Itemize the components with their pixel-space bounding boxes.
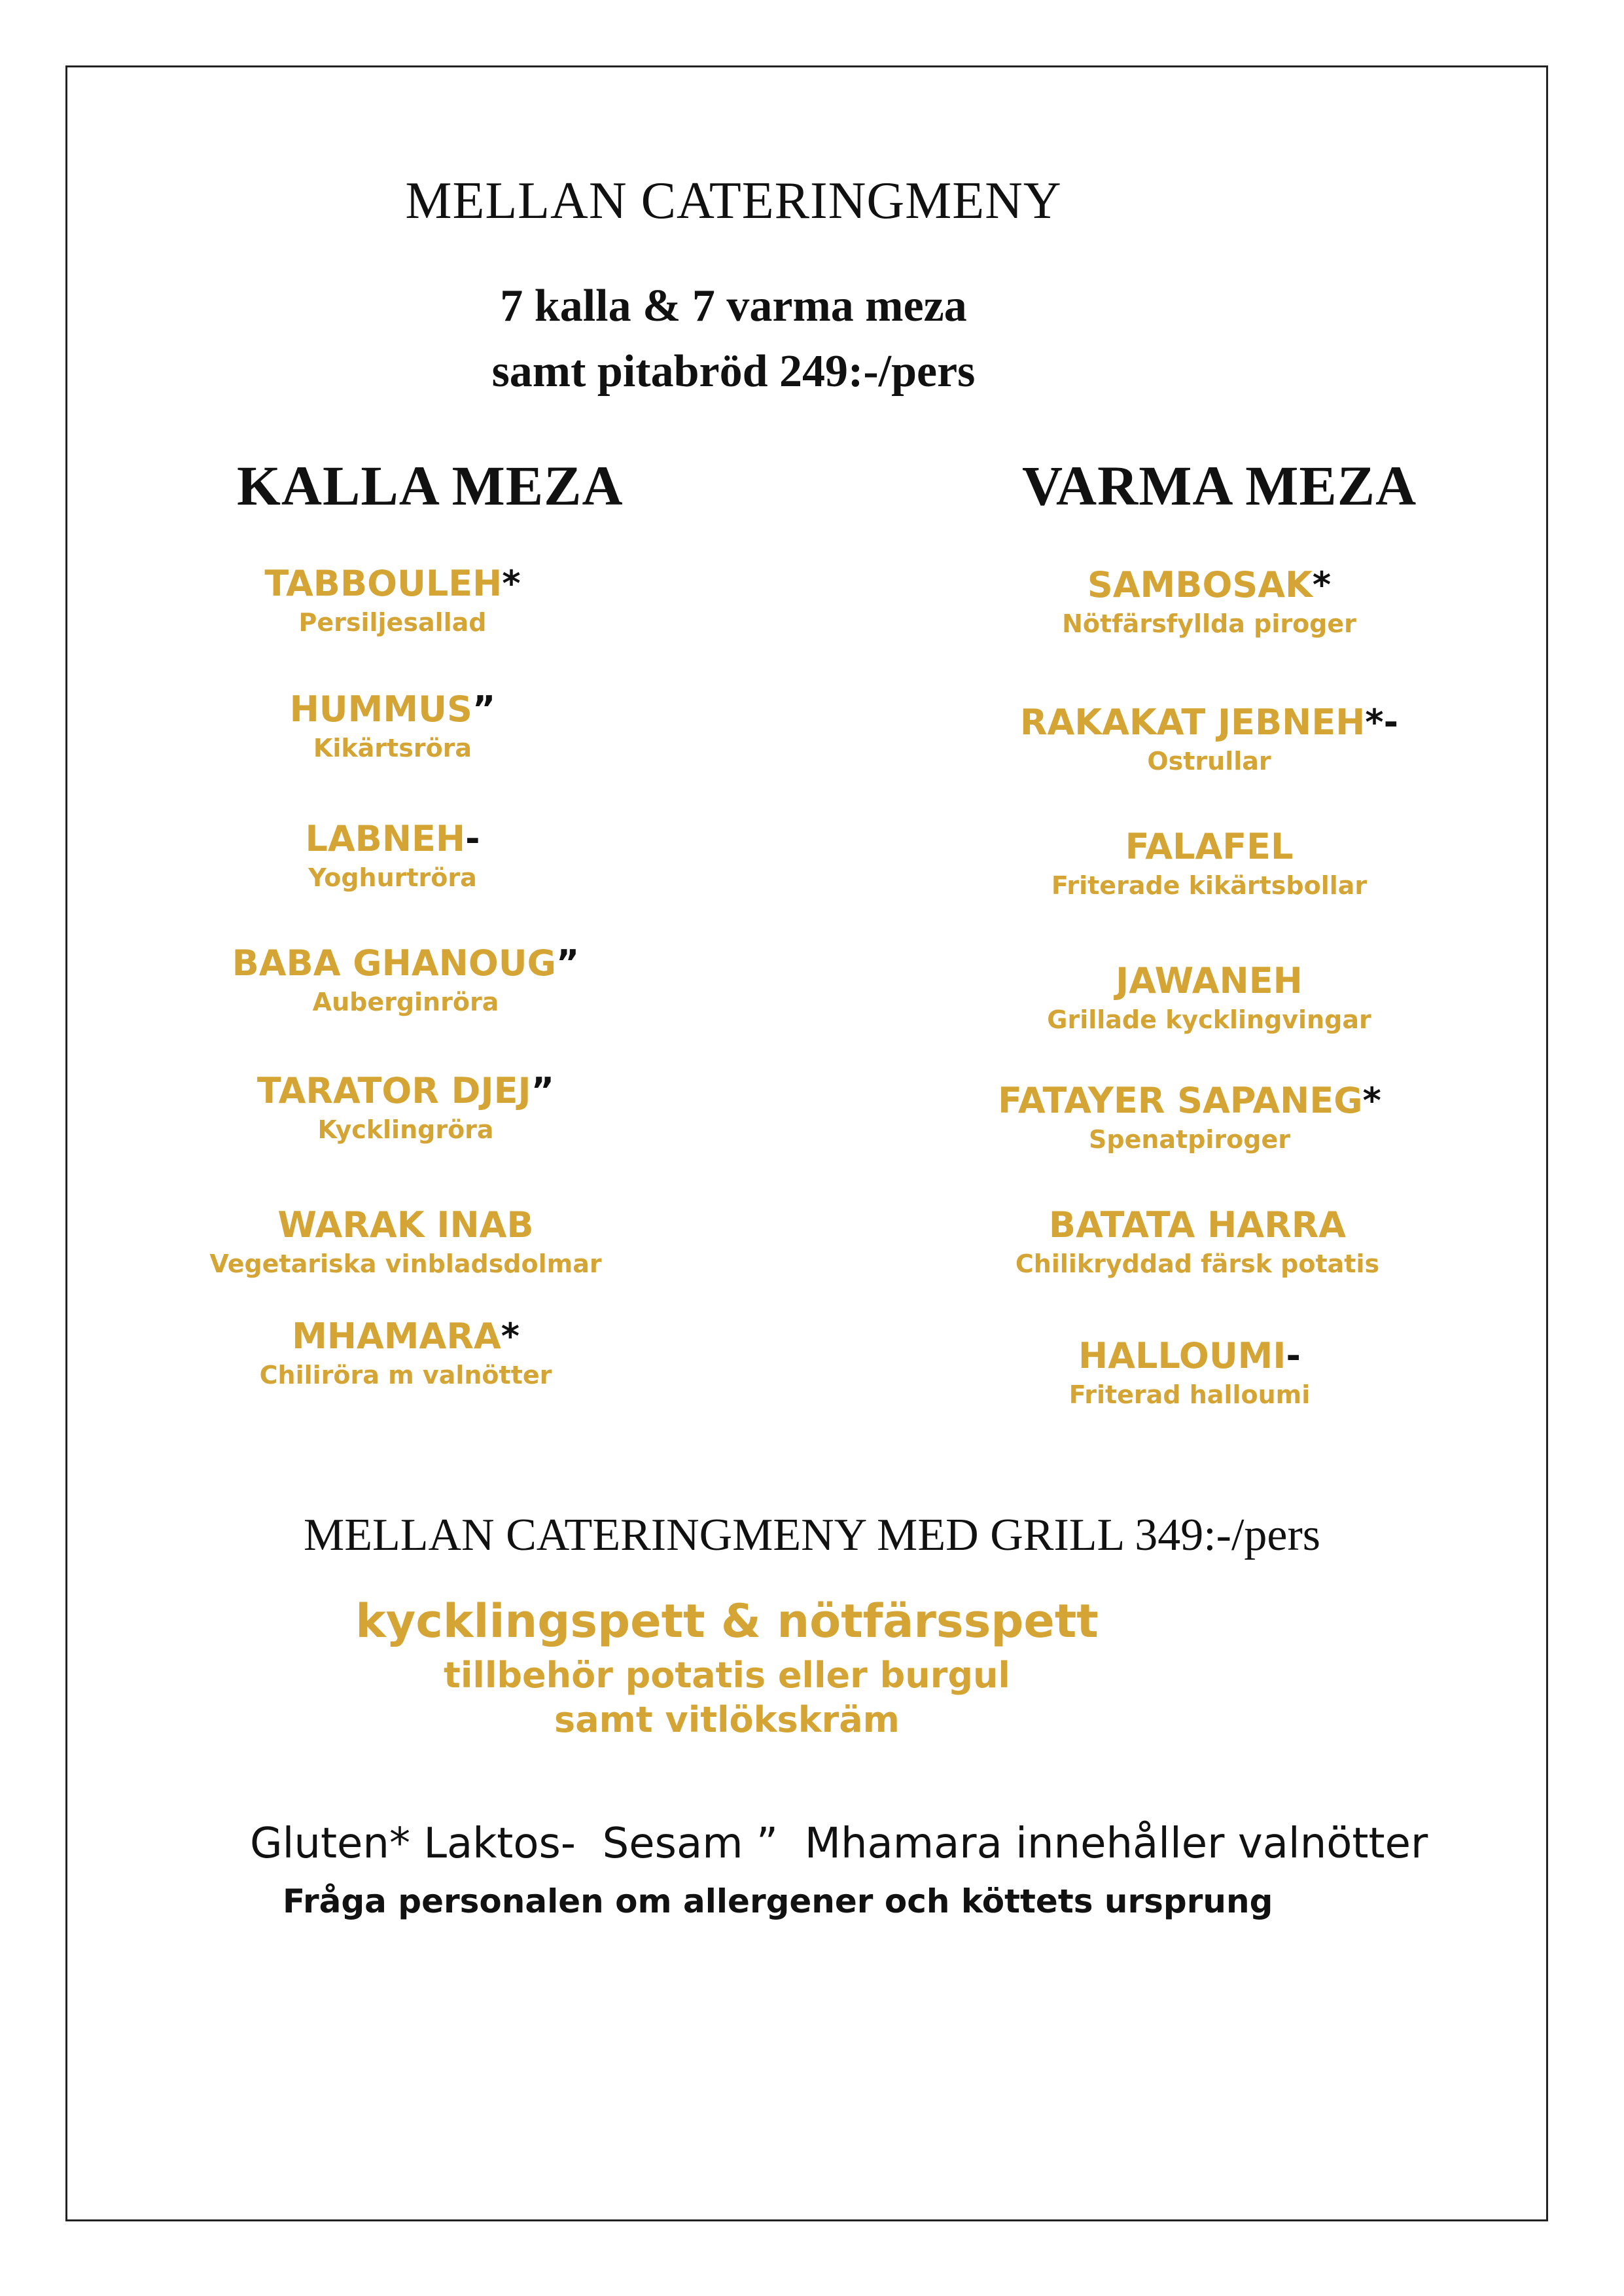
allergen-mark: ” bbox=[556, 942, 580, 984]
cold-meza-item bbox=[98, 563, 687, 637]
cold-meza-item bbox=[111, 942, 700, 1016]
dish-name-text: MHAMARA bbox=[292, 1316, 501, 1357]
dish-name-text: TARATOR DJEJ bbox=[256, 1070, 531, 1111]
allergen-mark: * bbox=[501, 1316, 520, 1357]
allergen-legend: Gluten* Laktos- Sesam ” Mhamara innehåller valnötter bbox=[250, 1820, 1428, 1868]
dish-name-text: WARAK INAB bbox=[277, 1204, 534, 1246]
cold-meza-item bbox=[98, 818, 687, 892]
dish-name-text: FALAFEL bbox=[1125, 826, 1294, 867]
dish-name-text: HUMMUS bbox=[289, 689, 472, 730]
dish-name-text: JAWANEH bbox=[1116, 960, 1303, 1001]
dish-name bbox=[915, 826, 1504, 867]
allergen-mark: *- bbox=[1365, 702, 1399, 743]
menu-subtitle bbox=[0, 274, 1545, 404]
dish-description: Chilikryddad färsk potatis bbox=[1015, 1249, 1380, 1278]
allergen-mark: * bbox=[1362, 1080, 1381, 1121]
cold-meza-item bbox=[111, 1070, 700, 1144]
warm-meza-heading: VARMA MEZA bbox=[1022, 454, 1417, 517]
dish-name bbox=[111, 1070, 700, 1111]
cold-meza-item bbox=[111, 1316, 700, 1390]
dish-name-text: BABA GHANOUG bbox=[232, 942, 556, 984]
dish-name-text: TABBOULEH bbox=[264, 563, 503, 604]
grill-sides-line-1: tillbehör potatis eller burgul bbox=[444, 1655, 1010, 1696]
warm-meza-item bbox=[915, 564, 1504, 638]
subtitle-line-2: samt pitabröd 249:-/pers bbox=[491, 346, 976, 397]
warm-meza-item bbox=[895, 1335, 1484, 1409]
allergen-note: Fråga personalen om allergener och köttets ursprung bbox=[283, 1882, 1273, 1920]
menu-title: MELLAN CATERINGMENY bbox=[405, 172, 1062, 230]
dish-description: Persiljesallad bbox=[298, 608, 487, 637]
dish-description: Ostrullar bbox=[1147, 747, 1271, 776]
dish-name bbox=[915, 960, 1504, 1001]
dish-description: Vegetariska vinbladsdolmar bbox=[209, 1249, 602, 1278]
dish-description: Grillade kycklingvingar bbox=[1047, 1005, 1371, 1034]
dish-name-text: LABNEH bbox=[305, 818, 466, 859]
dish-name bbox=[111, 942, 700, 984]
cold-meza-item bbox=[111, 1204, 700, 1278]
dish-name bbox=[111, 1316, 700, 1357]
dish-name-text: BATATA HARRA bbox=[1048, 1204, 1347, 1246]
dish-name-text: SAMBOSAK bbox=[1087, 564, 1313, 605]
dish-name bbox=[111, 1204, 700, 1246]
allergen-mark: * bbox=[1312, 564, 1332, 605]
dish-name bbox=[915, 564, 1504, 605]
dish-name-text: RAKAKAT JEBNEH bbox=[1019, 702, 1366, 743]
warm-meza-item bbox=[903, 1204, 1492, 1278]
dish-name bbox=[98, 563, 687, 604]
grill-main-dishes: kycklingspett & nötfärsspett bbox=[355, 1594, 1099, 1648]
dish-name bbox=[98, 689, 687, 730]
subtitle-line-1: 7 kalla & 7 varma meza bbox=[500, 281, 967, 331]
dish-description: Spenatpiroger bbox=[1089, 1125, 1290, 1154]
allergen-mark: ” bbox=[531, 1070, 555, 1111]
cold-meza-item bbox=[98, 689, 687, 762]
dish-description: Nötfärsfyllda piroger bbox=[1062, 609, 1356, 638]
cold-meza-heading: KALLA MEZA bbox=[237, 454, 624, 517]
dish-description: Kikärtsröra bbox=[313, 734, 472, 762]
dish-description: Kycklingröra bbox=[317, 1115, 494, 1144]
allergen-mark: ” bbox=[472, 689, 496, 730]
dish-description: Auberginröra bbox=[312, 988, 499, 1016]
dish-name bbox=[915, 702, 1504, 743]
dish-name bbox=[903, 1204, 1492, 1246]
dish-description: Yoghurtröra bbox=[308, 863, 477, 892]
dish-name bbox=[895, 1335, 1484, 1376]
dish-description: Chiliröra m valnötter bbox=[259, 1361, 552, 1390]
grill-menu-title: MELLAN CATERINGMENY MED GRILL 349:-/pers bbox=[303, 1510, 1321, 1560]
dish-name-text: FATAYER SAPANEG bbox=[998, 1080, 1363, 1121]
warm-meza-item bbox=[895, 1080, 1484, 1154]
allergen-mark: * bbox=[502, 563, 521, 604]
dish-description: Friterade kikärtsbollar bbox=[1051, 871, 1368, 900]
dish-name-text: HALLOUMI bbox=[1078, 1335, 1286, 1376]
grill-sides-line-2: samt vitlökskräm bbox=[554, 1699, 900, 1740]
allergen-mark: - bbox=[465, 818, 480, 859]
allergen-mark: - bbox=[1286, 1335, 1301, 1376]
dish-name bbox=[895, 1080, 1484, 1121]
warm-meza-item bbox=[915, 826, 1504, 900]
dish-name bbox=[98, 818, 687, 859]
warm-meza-item bbox=[915, 702, 1504, 776]
dish-description: Friterad halloumi bbox=[1068, 1380, 1311, 1409]
warm-meza-item bbox=[915, 960, 1504, 1034]
